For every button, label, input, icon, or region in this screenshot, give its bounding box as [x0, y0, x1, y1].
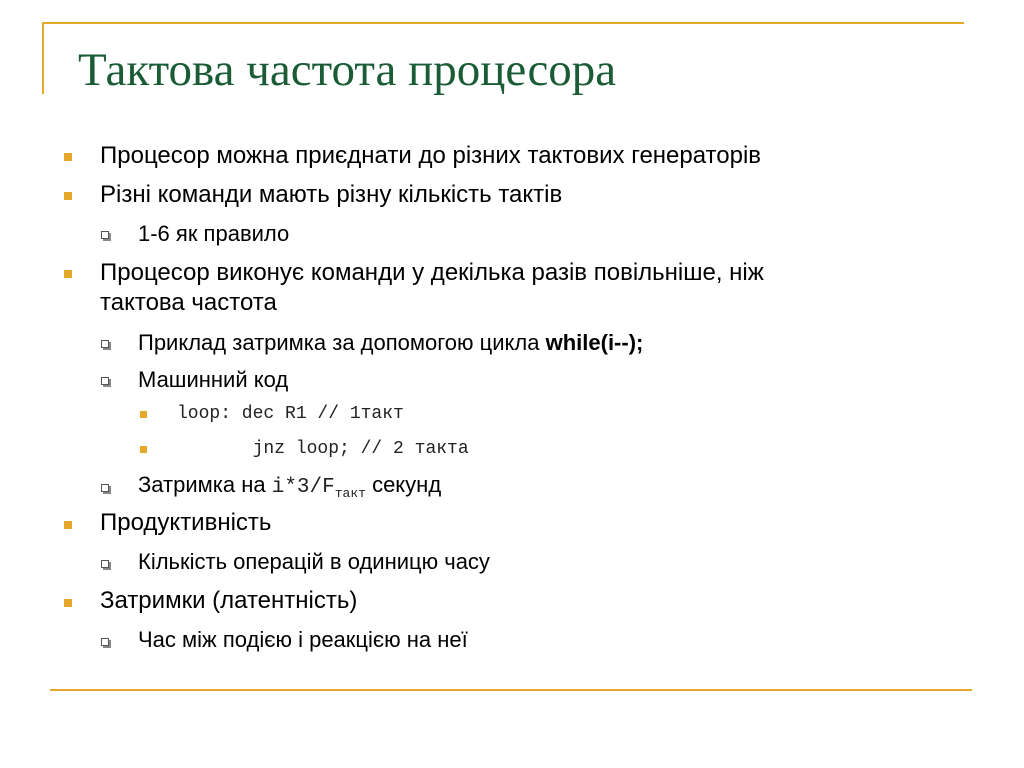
- bullet-text: [138, 471, 441, 508]
- bullet-square-icon: [140, 411, 147, 418]
- code-line: loop: dec R1 // 1такт: [177, 404, 404, 424]
- bullet-square-icon: [64, 153, 72, 161]
- hollow-square-bullet-icon: [101, 340, 109, 348]
- hollow-square-bullet-icon: [101, 560, 109, 568]
- bullet-text-line-2: тактова частота: [100, 289, 277, 316]
- formula-main: i*3/F: [271, 476, 335, 499]
- bullet-square-icon: [64, 270, 72, 278]
- code-bold-text: while(i--);: [545, 330, 644, 355]
- hollow-square-bullet-icon: [101, 377, 109, 385]
- slide-title: Тактова частота процесора: [78, 44, 617, 96]
- bullet-text: Різні команди мають різну кількість тактів: [100, 181, 563, 208]
- bullet-text-regular: Затримка на: [138, 472, 272, 497]
- bullet-text: Кількість операцій в одиницю часу: [138, 549, 490, 574]
- formula-code: [271, 476, 366, 502]
- bullet-square-icon: [64, 192, 72, 200]
- hollow-square-bullet-icon: [101, 638, 109, 646]
- bullet-text-regular: секунд: [365, 472, 442, 497]
- bullet-text: Продуктивність: [100, 509, 272, 536]
- bullet-text: Машинний код: [138, 367, 289, 392]
- bullet-square-icon: [140, 446, 147, 453]
- bullet-text-regular: Приклад затримка за допомогою цикла: [138, 330, 546, 355]
- code-line: jnz loop; // 2 такта: [177, 439, 469, 459]
- bullet-text: Затримки (латентність): [100, 587, 358, 614]
- bullet-text: Процесор можна приєднати до різних тактових генераторів: [100, 142, 762, 169]
- bullet-text: [138, 329, 643, 357]
- formula-subscript: такт: [334, 486, 366, 502]
- bullet-text: Час між подією і реакцією на неї: [138, 627, 468, 652]
- bullet-square-icon: [64, 599, 72, 607]
- bullet-square-icon: [64, 521, 72, 529]
- hollow-square-bullet-icon: [101, 484, 109, 492]
- bullet-text-line-1: Процесор виконує команди у декілька разів повільніше, ніж: [100, 259, 764, 286]
- bullet-text: 1-6 як правило: [138, 221, 290, 246]
- hollow-square-bullet-icon: [101, 231, 109, 239]
